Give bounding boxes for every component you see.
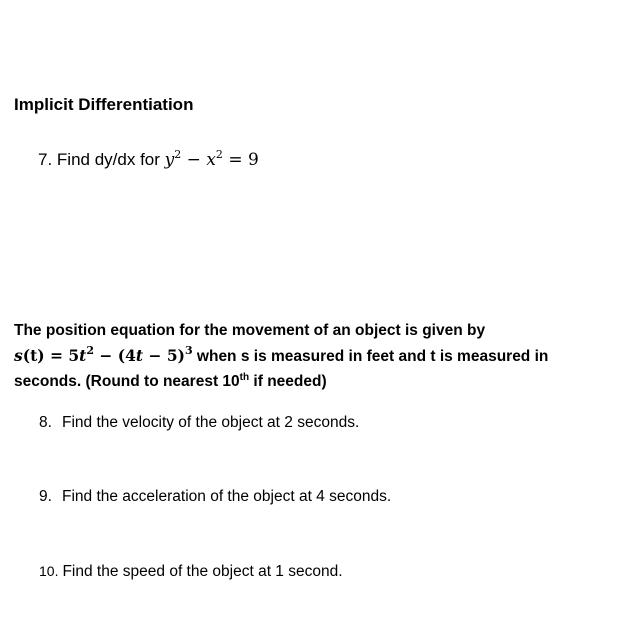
intro-line-3 bbox=[14, 369, 548, 394]
intro-line-1: The position equation for the movement of an object is given by bbox=[14, 322, 486, 339]
intro-line-3-a: seconds. (Round to nearest 10 bbox=[14, 373, 240, 390]
problem-7-equation bbox=[165, 150, 259, 170]
section-heading: Implicit Differentiation bbox=[14, 95, 194, 114]
eq-y: y bbox=[164, 150, 175, 170]
eq-exp-2: 2 bbox=[215, 148, 223, 161]
eq-arg: (t) bbox=[22, 346, 45, 365]
eq-tail: − 5) bbox=[143, 346, 185, 365]
intro-line-2-rest: when s is measured in feet and t is measured in bbox=[192, 348, 549, 365]
eq-equals-5: = 5 bbox=[44, 346, 80, 365]
intro-line-3-b: if needed) bbox=[249, 373, 327, 390]
problem-8 bbox=[39, 414, 359, 432]
eq-s: s bbox=[14, 346, 23, 365]
problem-10-text: Find the speed of the object at 1 second. bbox=[62, 563, 343, 580]
eq-x: x bbox=[206, 150, 216, 170]
intro-line-3-sup: th bbox=[239, 372, 250, 383]
problem-10 bbox=[39, 563, 343, 581]
position-intro-paragraph bbox=[14, 318, 548, 394]
eq-mid: − (4 bbox=[93, 346, 136, 365]
problem-7-text: Find dy/dx for bbox=[56, 150, 160, 169]
problem-7 bbox=[38, 150, 259, 170]
eq-t2: t bbox=[135, 346, 144, 365]
problem-9-text: Find the acceleration of the object at 4 seconds. bbox=[62, 488, 392, 505]
eq-exp-1: 2 bbox=[174, 148, 182, 161]
problem-10-number: 10. bbox=[39, 563, 59, 579]
problem-8-number: 8. bbox=[39, 414, 52, 431]
position-equation bbox=[14, 346, 193, 365]
eq-equals: = 9 bbox=[222, 150, 259, 170]
eq-t: t bbox=[79, 346, 87, 365]
eq-exp-2: 2 bbox=[86, 344, 94, 357]
problem-8-text: Find the velocity of the object at 2 seconds. bbox=[62, 414, 360, 431]
problem-9 bbox=[39, 488, 391, 506]
problem-7-number: 7. bbox=[38, 150, 53, 169]
problem-9-number: 9. bbox=[39, 488, 52, 505]
eq-exp-3: 3 bbox=[184, 344, 193, 357]
eq-minus: − bbox=[181, 150, 207, 170]
intro-line-2 bbox=[14, 343, 548, 369]
